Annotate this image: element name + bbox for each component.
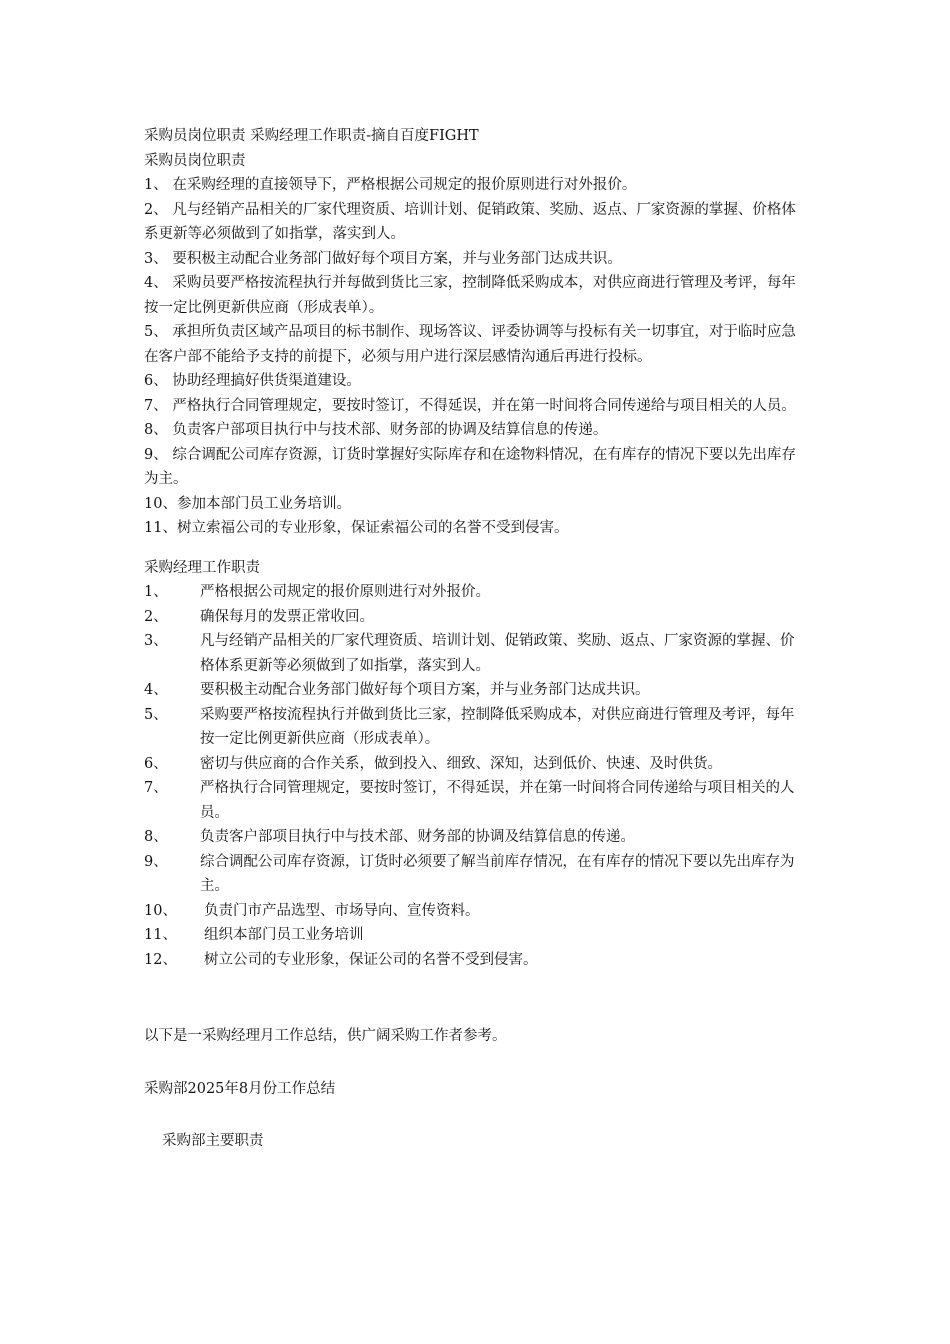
list-item: 6、 协助经理搞好供货渠道建设。 bbox=[144, 373, 361, 389]
spacer bbox=[144, 1049, 808, 1077]
list-item: 11、树立索福公司的专业形象，保证索福公司的名誉不受到侵害。 bbox=[144, 520, 569, 536]
item-text: 凡与经销产品相关的厂家代理资质、培训计划、促销政策、奖励、返点、厂家资源的掌握、价格体系更新等必须做到了如指掌，落实到人。 bbox=[200, 633, 795, 674]
list-item bbox=[144, 825, 808, 850]
summary-title: 采购部2025年8月份工作总结 bbox=[144, 1080, 336, 1097]
list-item bbox=[144, 923, 808, 948]
item-number: 9、 bbox=[144, 853, 168, 870]
list-item: 9、 综合调配公司库存资源，订货时掌握好实际库存和在途物料情况，在有库存的情况下要以先出库存为主。 bbox=[144, 446, 796, 487]
list-item bbox=[144, 948, 808, 973]
item-text: 树立公司的专业形象，保证公司的名誉不受到侵害。 bbox=[204, 951, 538, 968]
item-number: 2、 bbox=[144, 608, 168, 625]
section2-heading: 采购经理工作职责 bbox=[144, 559, 260, 576]
item-number: 10、 bbox=[144, 902, 177, 919]
spacer bbox=[144, 541, 808, 556]
item-number: 12、 bbox=[144, 951, 177, 968]
item-text: 负责客户部项目执行中与技术部、财务部的协调及结算信息的传递。 bbox=[200, 829, 635, 845]
item-text: 负责门市产品选型、市场导向、宣传资料。 bbox=[204, 902, 480, 919]
list-item bbox=[144, 850, 808, 899]
document-page bbox=[144, 124, 808, 1154]
list-item: 1、 在采购经理的直接领导下，严格根据公司规定的报价原则进行对外报价。 bbox=[144, 177, 637, 193]
section1-list bbox=[144, 173, 808, 541]
list-item: 10、参加本部门员工业务培训。 bbox=[144, 495, 351, 512]
item-text: 采购要严格按流程执行并做到货比三家，控制降低采购成本，对供应商进行管理及考评，每年按一定比例更新供应商（形成表单）。 bbox=[200, 706, 795, 747]
list-item: 4、 采购员要严格按流程执行并每做到货比三家，控制降低采购成本，对供应商进行管理及考评，每年按一定比例更新供应商（形成表单）。 bbox=[144, 275, 796, 316]
list-item: 5、 承担所负责区域产品项目的标书制作、现场答议、评委协调等与投标有关一切事宜，对于临时应急在客户部不能给予支持的前提下，必须与用户进行深层感情沟通后再进行投标。 bbox=[144, 324, 796, 365]
document-title: 采购员岗位职责 采购经理工作职责-摘自百度FIGHT bbox=[144, 128, 479, 144]
item-text: 综合调配公司库存资源，订货时必须要了解当前库存情况，在有库存的情况下要以先出库存为主。 bbox=[200, 853, 795, 894]
item-text: 要积极主动配合业务部门做好每个项目方案，并与业务部门达成共识。 bbox=[200, 682, 650, 698]
spacer bbox=[144, 972, 808, 1024]
item-text: 严格执行合同管理规定，要按时签订，不得延误，并在第一时间将合同传递给与项目相关的人员。 bbox=[200, 780, 795, 821]
item-number: 5、 bbox=[144, 706, 168, 723]
list-item: 3、 要积极主动配合业务部门做好每个项目方案，并与业务部门达成共识。 bbox=[144, 250, 622, 267]
list-item bbox=[144, 629, 808, 678]
item-number: 8、 bbox=[144, 829, 168, 845]
list-item: 2、 凡与经销产品相关的厂家代理资质、培训计划、促销政策、奖励、返点、厂家资源的掌握、价格体系更新等必须做到了如指掌，落实到人。 bbox=[144, 201, 796, 242]
list-item bbox=[144, 678, 808, 703]
list-item bbox=[144, 899, 808, 924]
list-item bbox=[144, 605, 808, 630]
item-text: 确保每月的发票正常收回。 bbox=[200, 608, 374, 625]
item-text: 组织本部门员工业务培训 bbox=[204, 927, 364, 943]
item-number: 3、 bbox=[144, 633, 168, 649]
intro-line: 以下是一采购经理月工作总结，供广阔采购工作者参考。 bbox=[144, 1028, 507, 1044]
item-number: 11、 bbox=[144, 927, 177, 943]
list-item bbox=[144, 776, 808, 825]
list-item bbox=[144, 703, 808, 752]
item-number: 1、 bbox=[144, 584, 168, 600]
item-number: 6、 bbox=[144, 755, 168, 772]
list-item bbox=[144, 752, 808, 777]
item-number: 7、 bbox=[144, 780, 168, 796]
list-item: 8、 负责客户部项目执行中与技术部、财务部的协调及结算信息的传递。 bbox=[144, 422, 608, 438]
spacer bbox=[144, 1101, 808, 1129]
section1-heading: 采购员岗位职责 bbox=[144, 152, 246, 169]
item-text: 密切与供应商的合作关系，做到投入、细致、深知，达到低价、快速、及时供货。 bbox=[200, 755, 722, 772]
section2-list bbox=[144, 580, 808, 972]
item-text: 严格根据公司规定的报价原则进行对外报价。 bbox=[200, 584, 490, 600]
sub-heading: 采购部主要职责 bbox=[162, 1133, 264, 1149]
item-number: 4、 bbox=[144, 682, 168, 698]
list-item bbox=[144, 580, 808, 605]
list-item: 7、 严格执行合同管理规定，要按时签订，不得延误，并在第一时间将合同传递给与项目相关的人员。 bbox=[144, 397, 796, 414]
